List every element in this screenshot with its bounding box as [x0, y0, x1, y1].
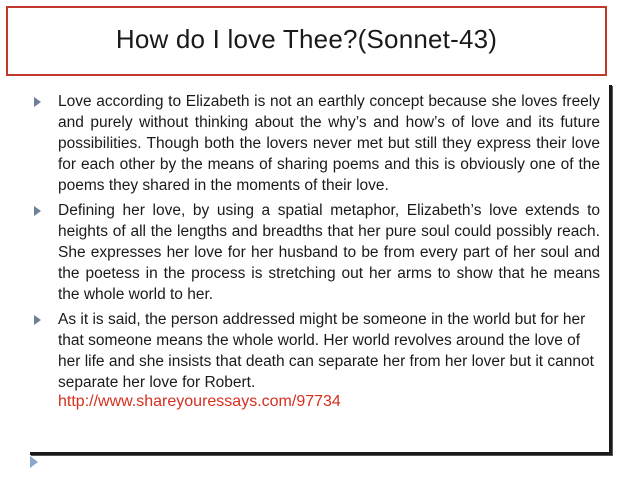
bullet-text: As it is said, the person addressed might be someone in the world but for her that someone means the whole world. Her world revolves around the love of her life and she insists that death can separate her from her lover but it cannot separate her love for Robert. — [58, 311, 594, 391]
slide-content-box — [30, 85, 612, 455]
bullet-arrow-icon — [34, 315, 41, 325]
bullet-arrow-icon — [34, 97, 41, 107]
bullet-arrow-icon — [34, 206, 41, 216]
bullet-item-2 — [30, 200, 600, 305]
bullet-text: Love according to Elizabeth is not an earthly concept because she loves freely and purely without thinking about the why’s and how’s of love and its future possibilities. Though both the lovers never met but still they express their love for each other by the means of sharing poems and this is obviously one of the poems they shared in the moments of their love. — [58, 93, 600, 194]
corner-arrow-icon — [30, 456, 38, 468]
slide-title: How do I love Thee?(Sonnet-43) — [115, 23, 498, 54]
bullet-item-1 — [30, 91, 600, 196]
slide-title-box — [6, 6, 607, 76]
source-link[interactable]: http://www.shareyouressays.com/97734 — [58, 393, 341, 410]
bullet-list — [30, 91, 600, 415]
bullet-text: Defining her love, by using a spatial metaphor, Elizabeth’s love extends to heights of all the lengths and breadths that her pure soul could possibly reach. She expresses her love for her husband to be from every part of her soul and the poetess in the process is stretching out her arms to show that he means the whole world to her. — [58, 202, 600, 303]
bullet-item-3 — [30, 309, 600, 411]
